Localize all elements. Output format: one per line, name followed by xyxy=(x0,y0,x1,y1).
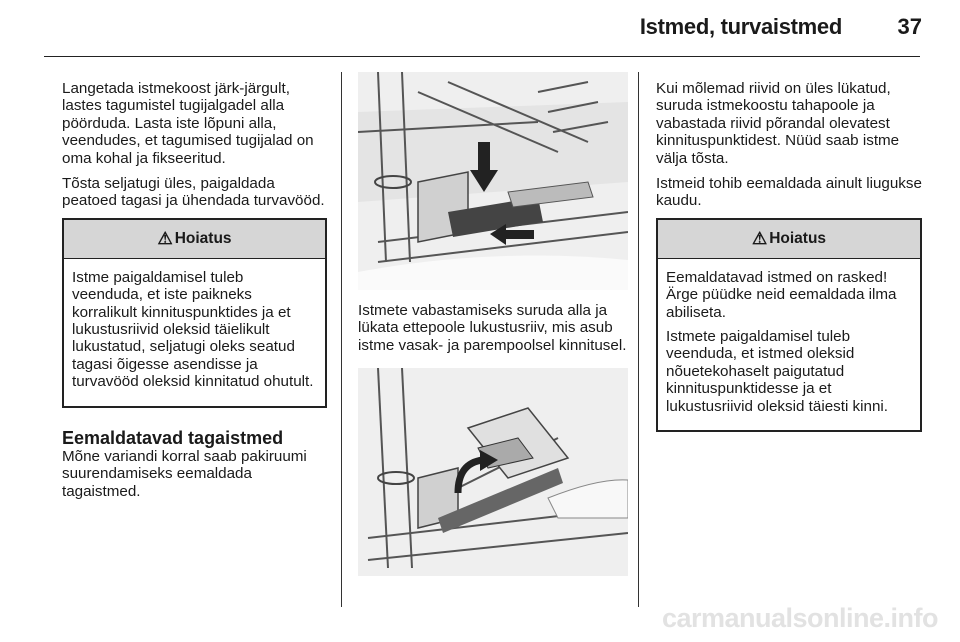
illustration-seat-tilt xyxy=(358,368,628,576)
warning-body xyxy=(64,259,325,406)
column-1 xyxy=(62,80,327,508)
warning-heading xyxy=(64,220,325,259)
header-rule xyxy=(44,56,920,57)
warning-triangle-icon: ⚠ xyxy=(157,229,173,249)
warning-triangle-icon: ⚠ xyxy=(751,229,768,249)
column-2 xyxy=(358,72,628,576)
section-title: Eemaldatavad tagaistmed xyxy=(62,427,284,448)
paragraph-sliding-door: Istmeid tohib eemaldada ainult liugukse kaudu. xyxy=(656,175,922,210)
caption-latch-release: Istmete vabastamiseks suruda alla ja lükata ettepoole lukustusriiv, mis asub istme vasak- ja parempoolsel kinnitusel. xyxy=(358,302,627,354)
warning-box xyxy=(62,218,327,408)
warning-body-2 xyxy=(658,259,920,430)
column-3 xyxy=(656,80,922,432)
warning-heading-label-2: Hoiatus xyxy=(769,230,827,248)
warning-text: Istme paigaldamisel tuleb veenduda, et iste paikneks korralikult kinnituspunktides ja et lukustusriivid oleksid täielikult lukustatud, seljatugi oleks seatud tagasi õigesse asendisse ja turvavööd oleksid kinnitatud ohutult. xyxy=(72,268,314,391)
page-number: 37 xyxy=(897,14,922,39)
warning-box-2 xyxy=(656,218,922,432)
paragraph-raise-backrest: Tõsta seljatugi üles, paigaldada peatoed tagasi ja ühendada turvavööd. xyxy=(62,175,325,210)
illustration-latch-release xyxy=(358,72,628,290)
column-divider-1 xyxy=(341,72,342,607)
paragraph-lower-seat: Langetada istmekoost järk-järgult, lastes tagumistel tugijalgadel alla pöörduda. Lasta iste lõpuni alla, veendudes, et tagumised tugijalad on oma kohal ja fikseeritud. xyxy=(62,80,314,167)
warning-heading-2 xyxy=(658,220,920,259)
column-divider-2 xyxy=(638,72,639,607)
warning-text-install: Istmete paigaldamisel tuleb veenduda, et istmed oleksid nõuetekohaselt paigutatud kinnituspunktidesse ja et lukustusriivid oleksid täiesti kinni. xyxy=(666,328,888,415)
section-text: Mõne variandi korral saab pakiruumi suurendamiseks eemaldada tagaistmed. xyxy=(62,447,307,500)
warning-heading-label: Hoiatus xyxy=(174,230,232,248)
header-title: Istmed, turvaistmed xyxy=(639,14,842,39)
warning-text-heavy: Eemaldatavad istmed on rasked! Ärge püüdke neid eemaldada ilma abiliseta. xyxy=(666,268,897,321)
paragraph-push-seat: Kui mõlemad riivid on üles lükatud, suruda istmekoostu tahapoole ja vabastada riivid põrandal olevatest kinnituspunktidest. Nüüd saab istme välja tõsta. xyxy=(656,80,900,167)
watermark: carmanualsonline.info xyxy=(661,603,938,633)
